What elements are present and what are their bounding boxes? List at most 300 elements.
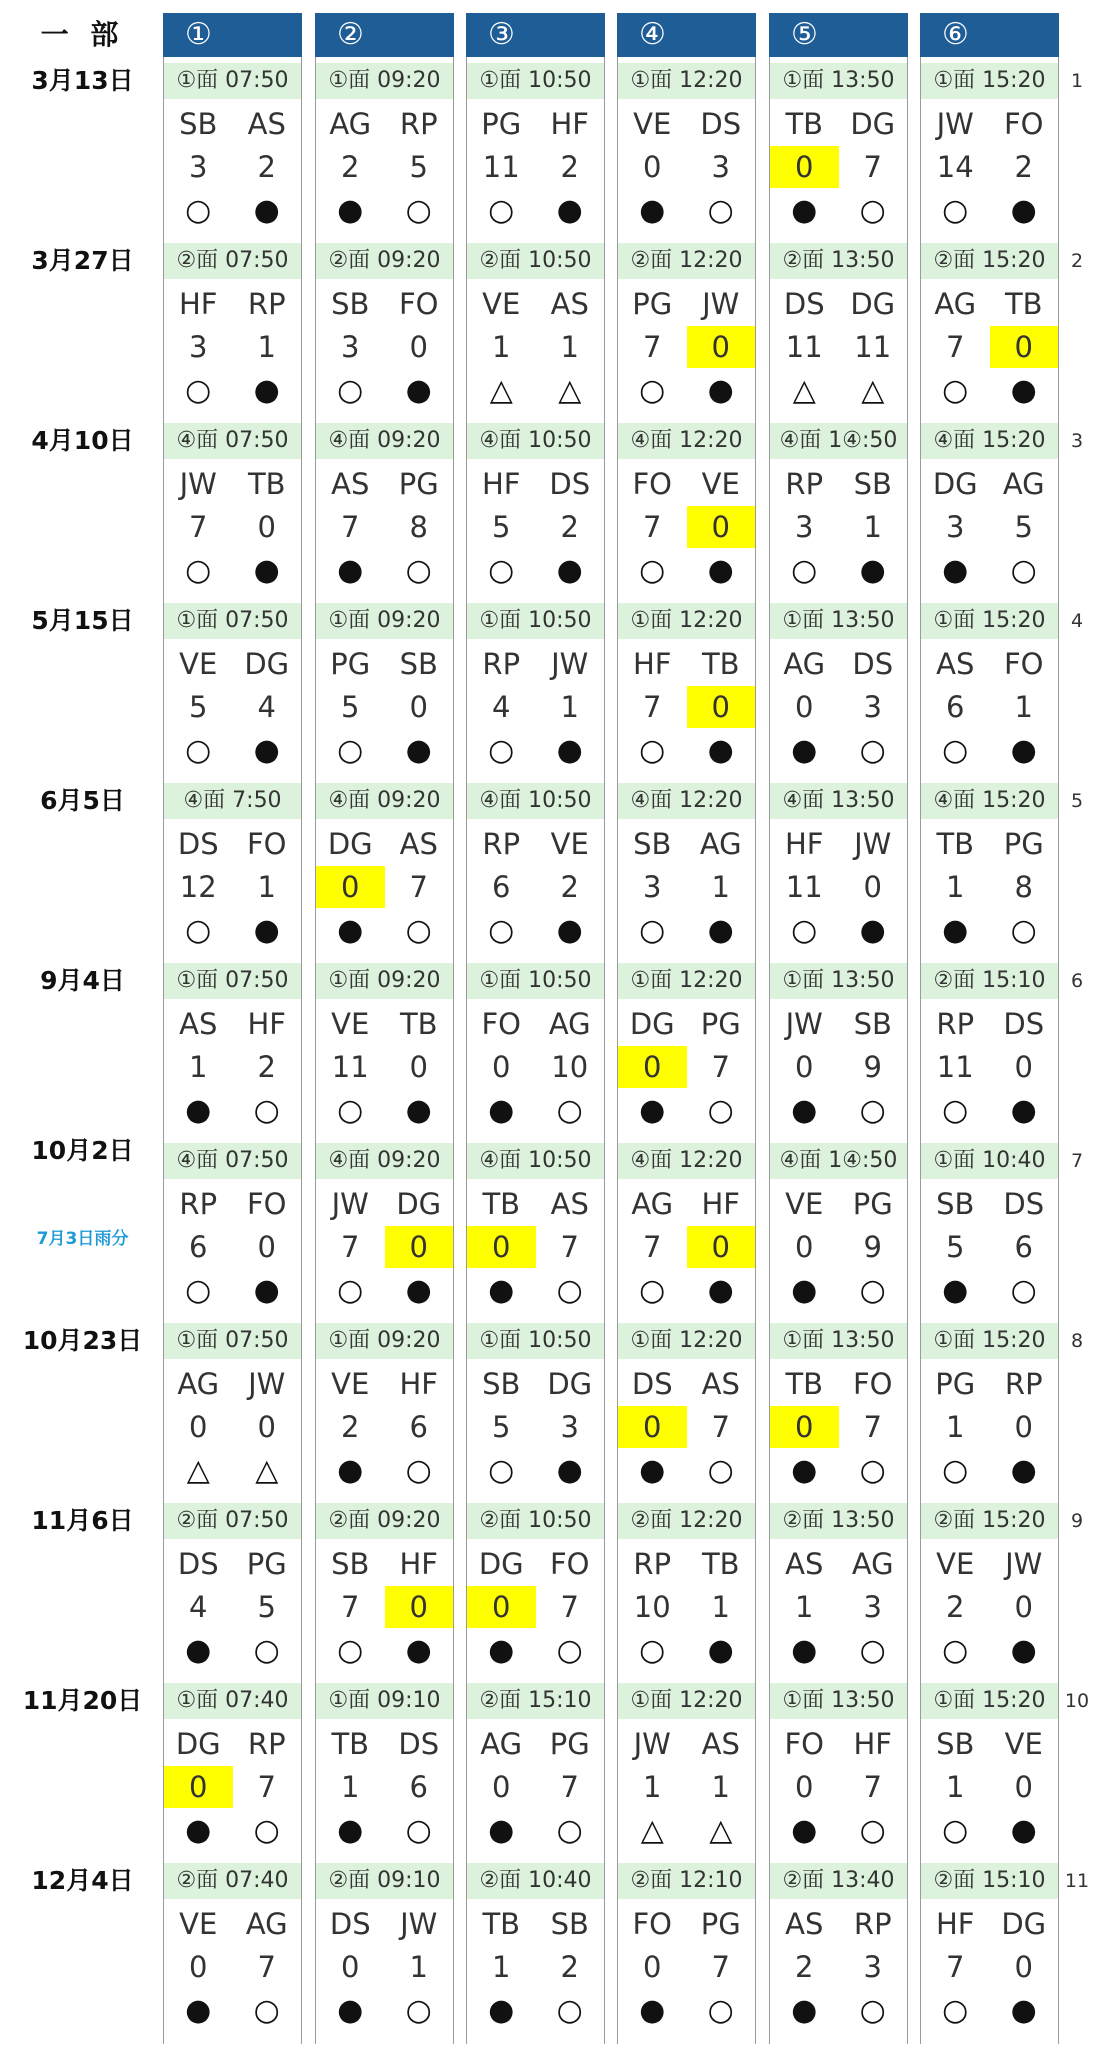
game-info: ④面 07:50 [164,1143,301,1179]
team-score: 7 [560,1590,579,1624]
team-code: DG [850,107,896,141]
team-score: 0 [467,1226,536,1268]
result-mark: ○ [942,193,969,228]
result-mark: △ [558,373,582,408]
result-mark: ○ [488,913,515,948]
team-code: JW [551,647,589,681]
team-score: 0 [643,1950,662,1984]
team-code: HF [853,1727,892,1761]
game-info: ①面 12:20 [618,963,755,999]
team-score: 0 [795,1050,814,1084]
result-mark: △ [792,373,816,408]
team-score: 1 [863,510,882,544]
game-info: ①面 15:20 [921,1683,1058,1719]
game-info: ①面 12:20 [618,63,755,99]
team-score: 7 [863,1770,882,1804]
result-mark: ● [185,1813,212,1848]
team-code: RP [633,1547,672,1581]
team-code: AG [548,1007,591,1041]
team-score: 1 [711,870,730,904]
result-mark: ● [707,553,734,588]
team-score: 0 [990,326,1059,368]
game-info: ①面 12:20 [618,1323,755,1359]
team-code: VE [179,1907,218,1941]
team-code: PG [700,1007,741,1041]
game-info: ①面 07:50 [164,1323,301,1359]
game-info: ①面 09:20 [316,63,453,99]
team-score: 6 [946,690,965,724]
game-info: ②面 10:50 [467,243,604,279]
team-code: JW [854,827,892,861]
result-mark: ● [1010,193,1037,228]
result-mark: ○ [405,913,432,948]
team-code: RP [936,1007,975,1041]
team-code: AS [179,1007,218,1041]
result-mark: ● [337,913,364,948]
game-info: ①面 10:50 [467,1323,604,1359]
game-info: ②面 13:50 [770,243,907,279]
result-mark: ● [337,193,364,228]
team-code: SB [853,1007,892,1041]
team-score: 1 [409,1950,428,1984]
result-mark: ○ [859,193,886,228]
round-number: 6 [1070,970,1084,992]
team-code: VE [331,1007,370,1041]
team-score: 0 [795,690,814,724]
game-info: ②面 15:10 [467,1683,604,1719]
team-score: 1 [492,1950,511,1984]
team-code: FO [246,1187,287,1221]
team-score: 2 [560,150,579,184]
game-info: ①面 07:40 [164,1683,301,1719]
team-score: 3 [643,870,662,904]
team-code: HF [399,1547,438,1581]
result-mark: ○ [488,193,515,228]
result-mark: ○ [859,1813,886,1848]
game-info: ④面 1④:50 [770,1143,907,1179]
team-code: AG [783,647,826,681]
team-code: JW [1005,1547,1043,1581]
result-mark: ○ [337,733,364,768]
result-mark: △ [489,373,513,408]
team-code: RP [482,647,521,681]
column-header: ② [315,13,454,57]
result-mark: ● [337,1813,364,1848]
game-info: ①面 13:50 [770,1323,907,1359]
round-date: 10月23日 [22,1326,143,1355]
team-code: VE [936,1547,975,1581]
game-info: ②面 13:50 [770,1503,907,1539]
team-code: AG [480,1727,523,1761]
result-mark: ○ [942,1633,969,1668]
result-mark: ○ [405,1813,432,1848]
team-code: TB [482,1187,521,1221]
result-mark: ○ [942,1993,969,2028]
game-info: ④面 09:20 [316,1143,453,1179]
game-info: ①面 15:20 [921,1323,1058,1359]
team-code: DG [1001,1907,1047,1941]
team-score: 0 [687,686,756,728]
game-info: ④面 10:50 [467,1143,604,1179]
game-info: ④面 12:20 [618,783,755,819]
team-code: TB [785,107,824,141]
result-mark: ● [639,1453,666,1488]
team-code: VE [1004,1727,1043,1761]
team-code: PG [549,1727,590,1761]
team-code: TB [701,1547,740,1581]
team-score: 0 [795,1770,814,1804]
team-score: 6 [409,1770,428,1804]
team-score: 1 [946,1770,965,1804]
team-score: 3 [863,1590,882,1624]
result-mark: ● [488,1993,515,2028]
team-score: 9 [863,1050,882,1084]
team-code: AS [331,467,370,501]
team-score: 1 [492,330,511,364]
team-score: 0 [385,1226,454,1268]
team-score: 1 [257,330,276,364]
team-code: PG [700,1907,741,1941]
result-mark: ● [791,193,818,228]
result-mark: ○ [405,553,432,588]
result-mark: ● [791,1993,818,2028]
team-score: 0 [467,1586,536,1628]
team-score: 1 [643,1770,662,1804]
team-code: DG [396,1187,442,1221]
team-code: FO [632,1907,672,1941]
team-code: TB [936,827,975,861]
round-date: 11月20日 [22,1686,143,1715]
result-mark: ● [791,1273,818,1308]
result-mark: △ [640,1813,664,1848]
team-score: 5 [257,1590,276,1624]
result-mark: ● [1010,1093,1037,1128]
result-mark: ○ [942,1813,969,1848]
result-mark: ● [1010,1453,1037,1488]
team-score: 2 [795,1950,814,1984]
team-score: 9 [863,1230,882,1264]
team-code: AG [1002,467,1045,501]
game-info: ②面 09:20 [316,1503,453,1539]
result-mark: ● [791,1093,818,1128]
game-info: ②面 13:40 [770,1863,907,1899]
round-date: 3月13日 [31,66,134,95]
column-header: ⑤ [769,13,908,57]
team-code: HF [785,827,824,861]
team-code: HF [633,647,672,681]
result-mark: ● [185,1093,212,1128]
team-score: 2 [341,150,360,184]
team-code: DG [175,1727,221,1761]
team-score: 0 [770,1406,839,1448]
result-mark: ● [859,553,886,588]
team-code: PG [330,647,371,681]
team-score: 1 [1014,690,1033,724]
team-code: PG [852,1187,893,1221]
team-score: 7 [341,1590,360,1624]
team-code: SB [633,827,672,861]
result-mark: ● [707,913,734,948]
team-score: 2 [560,510,579,544]
result-mark: ● [253,193,280,228]
result-mark: ● [185,1633,212,1668]
result-mark: ● [639,1093,666,1128]
team-code: JW [400,1907,438,1941]
team-code: FO [246,827,287,861]
round-number: 3 [1070,430,1084,452]
game-info: ①面 12:20 [618,603,755,639]
game-info: ①面 09:20 [316,963,453,999]
column-header: ⑥ [920,13,1059,57]
game-info: ①面 15:20 [921,603,1058,639]
result-mark: ● [791,1453,818,1488]
result-mark: ● [791,1813,818,1848]
result-mark: ● [405,733,432,768]
team-code: JW [331,1187,369,1221]
team-score: 7 [189,510,208,544]
team-code: RP [247,287,286,321]
result-mark: △ [255,1453,279,1488]
team-code: HF [936,1907,975,1941]
result-mark: ○ [556,1993,583,2028]
game-info: ④面 09:20 [316,423,453,459]
team-score: 0 [385,1586,454,1628]
team-score: 11 [331,1050,369,1084]
team-code: AG [631,1187,674,1221]
result-mark: ○ [253,1813,280,1848]
round-date: 5月15日 [31,606,134,635]
result-mark: ○ [942,1453,969,1488]
result-mark: ○ [556,1093,583,1128]
result-mark: ● [488,1813,515,1848]
result-mark: ● [337,1453,364,1488]
team-code: AG [329,107,372,141]
result-mark: ● [1010,1633,1037,1668]
team-score: 0 [1014,1590,1033,1624]
team-code: HF [399,1367,438,1401]
team-code: HF [701,1187,740,1221]
result-mark: ○ [185,733,212,768]
game-info: ①面 13:50 [770,63,907,99]
team-score: 0 [316,866,385,908]
team-score: 4 [492,690,511,724]
team-code: FO [1003,107,1044,141]
result-mark: ● [253,1273,280,1308]
team-score: 1 [189,1050,208,1084]
team-code: PG [1003,827,1044,861]
team-score: 0 [770,146,839,188]
team-score: 4 [257,690,276,724]
team-score: 6 [492,870,511,904]
result-mark: ● [337,1993,364,2028]
team-score: 3 [560,1410,579,1444]
result-mark: ○ [337,1093,364,1128]
team-code: HF [482,467,521,501]
team-score: 10 [633,1590,671,1624]
team-score: 1 [946,870,965,904]
team-code: DG [850,287,896,321]
game-info: ①面 10:40 [921,1143,1058,1179]
round-date: 6月5日 [40,786,125,815]
result-mark: ○ [185,913,212,948]
game-info: ①面 15:20 [921,63,1058,99]
team-score: 0 [492,1770,511,1804]
team-code: AS [701,1367,740,1401]
result-mark: ● [639,193,666,228]
team-code: AG [177,1367,220,1401]
team-code: DS [783,287,825,321]
team-code: SB [331,287,370,321]
team-score: 10 [551,1050,589,1084]
result-mark: ○ [1010,1273,1037,1308]
result-mark: ● [942,913,969,948]
team-code: FO [398,287,439,321]
team-score: 1 [560,330,579,364]
team-score: 4 [189,1590,208,1624]
team-score: 5 [492,1410,511,1444]
team-code: PG [632,287,673,321]
game-info: ①面 13:50 [770,1683,907,1719]
team-code: HF [247,1007,286,1041]
team-score: 7 [863,150,882,184]
game-info: ②面 09:20 [316,243,453,279]
team-code: VE [550,827,589,861]
round-number: 10 [1064,1690,1090,1712]
result-mark: ● [253,373,280,408]
game-info: ①面 10:50 [467,63,604,99]
team-code: SB [936,1727,975,1761]
result-mark: ● [488,1273,515,1308]
result-mark: ○ [405,193,432,228]
team-code: AS [785,1547,824,1581]
result-mark: ○ [942,733,969,768]
team-code: TB [1004,287,1043,321]
result-mark: ○ [707,1993,734,2028]
team-code: RP [853,1907,892,1941]
team-code: DG [629,1007,675,1041]
page-title: 一 部 [40,18,125,51]
game-info: ②面 15:20 [921,1503,1058,1539]
game-info: ①面 13:50 [770,603,907,639]
team-code: RP [179,1187,218,1221]
result-mark: ○ [859,733,886,768]
round-number: 8 [1070,1330,1084,1352]
team-code: AG [851,1547,894,1581]
team-score: 1 [257,870,276,904]
game-info: ①面 13:50 [770,963,907,999]
result-mark: ○ [639,373,666,408]
game-info: ④面 12:20 [618,1143,755,1179]
team-score: 0 [257,1230,276,1264]
result-mark: ● [488,1633,515,1668]
team-score: 5 [1014,510,1033,544]
result-mark: ○ [1010,553,1037,588]
team-score: 6 [1014,1230,1033,1264]
team-score: 3 [946,510,965,544]
team-score: 0 [687,506,756,548]
round-date: 10月2日 [31,1136,134,1165]
team-score: 3 [795,510,814,544]
result-mark: ○ [488,553,515,588]
team-score: 2 [257,1050,276,1084]
game-info: ②面 12:10 [618,1863,755,1899]
team-code: PG [398,467,439,501]
result-mark: ○ [859,1093,886,1128]
game-info: ①面 07:50 [164,963,301,999]
team-code: SB [936,1187,975,1221]
column-header: ① [163,13,302,57]
team-score: 2 [560,1950,579,1984]
team-code: DG [932,467,978,501]
result-mark: ○ [942,373,969,408]
team-code: DS [631,1367,673,1401]
team-score: 7 [711,1410,730,1444]
team-score: 7 [711,1050,730,1084]
result-mark: ○ [707,1453,734,1488]
game-info: ①面 09:20 [316,603,453,639]
team-score: 7 [863,1410,882,1444]
team-score: 11 [482,150,520,184]
result-mark: ○ [707,193,734,228]
team-score: 0 [863,870,882,904]
team-score: 0 [164,1766,233,1808]
result-mark: ○ [639,913,666,948]
team-code: TB [785,1367,824,1401]
team-code: AG [699,827,742,861]
team-score: 0 [409,690,428,724]
result-mark: ○ [185,553,212,588]
game-info: ④面 15:20 [921,423,1058,459]
team-score: 0 [341,1950,360,1984]
result-mark: ○ [556,1273,583,1308]
team-code: TB [701,647,740,681]
team-code: FO [481,1007,521,1041]
team-code: FO [784,1727,824,1761]
team-score: 6 [409,1410,428,1444]
team-score: 5 [409,150,428,184]
team-code: FO [549,1547,590,1581]
round-number: 5 [1070,790,1084,812]
result-mark: ● [639,1993,666,2028]
team-code: RP [247,1727,286,1761]
result-mark: ○ [488,733,515,768]
team-score: 0 [1014,1410,1033,1444]
team-score: 7 [643,1230,662,1264]
team-score: 7 [711,1950,730,1984]
result-mark: ○ [253,1633,280,1668]
team-code: DS [329,1907,371,1941]
game-info: ④面 13:50 [770,783,907,819]
team-score: 3 [341,330,360,364]
result-mark: ● [405,373,432,408]
round-number: 9 [1070,1510,1084,1532]
game-info: ②面 12:20 [618,243,755,279]
team-score: 7 [643,330,662,364]
result-mark: ● [405,1633,432,1668]
team-code: DS [177,827,219,861]
team-code: DG [244,647,290,681]
team-score: 2 [1014,150,1033,184]
team-code: JW [633,1727,671,1761]
team-score: 7 [341,1230,360,1264]
team-score: 14 [936,150,974,184]
column-header: ④ [617,13,756,57]
team-score: 0 [492,1050,511,1084]
game-info: ④面 1④:50 [770,423,907,459]
team-score: 3 [863,690,882,724]
result-mark: △ [861,373,885,408]
round-date: 3月27日 [31,246,134,275]
